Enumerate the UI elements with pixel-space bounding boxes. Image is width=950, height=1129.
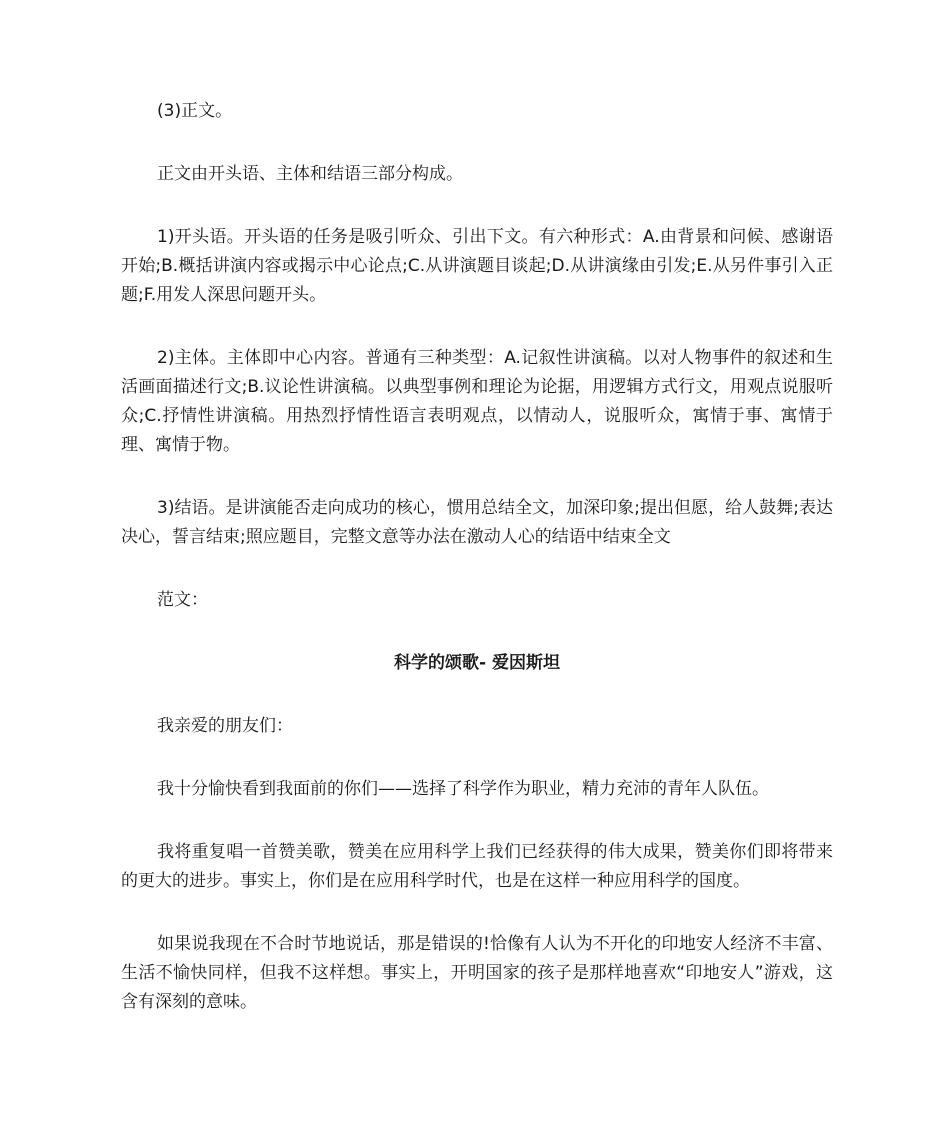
speech-paragraph-2: 我将重复唱一首赞美歌，赞美在应用科学上我们已经获得的伟大成果，赞美你们即将带来的更大的进步。事实上，你们是在应用科学时代，也是在这样一种应用科学的国度。 [121, 842, 833, 891]
opening-paragraph: 1)开头语。开头语的任务是吸引听众、引出下文。有六种形式：A.由背景和问候、感谢语开始;B.概括讲演内容或揭示中心论点;C.从讲演题目谈起;D.从讲演缘由引发;E.从另件事引入正题;F.用发人深思问题开头。 [121, 227, 833, 305]
speech-title: 科学的颂歌- 爱因斯坦 [394, 653, 560, 673]
speech-greeting: 我亲爱的朋友们： [157, 716, 293, 736]
body-paragraph: 2)主体。主体即中心内容。普通有三种类型：A.记叙性讲演稿。以对人物事件的叙述和生活画面描述行文;B.议论性讲演稿。以典型事例和理论为论据，用逻辑方式行文，用观点说服听众;C.抒情性讲演稿。用热烈抒情性语言表明观点，以情动人，说服听众，寓情于事、寓情于理、寓情于物。 [121, 348, 833, 455]
speech-paragraph-1: 我十分愉快看到我面前的你们——选择了科学作为职业，精力充沛的青年人队伍。 [157, 779, 769, 799]
section-heading: (3)正文。 [157, 101, 233, 121]
intro-paragraph: 正文由开头语、主体和结语三部分构成。 [157, 164, 463, 184]
conclusion-paragraph: 3)结语。是讲演能否走向成功的核心，惯用总结全文，加深印象;提出但愿，给人鼓舞;表达决心，誓言结束;照应题目，完整文意等办法在激动人心的结语中结束全文 [121, 498, 833, 547]
speech-paragraph-3: 如果说我现在不合时节地说话，那是错误的!恰像有人认为不开化的印地安人经济不丰富、生活不愉快同样，但我不这样想。事实上，开明国家的孩子是那样地喜欢“印地安人”游戏，这含有深刻的意味。 [121, 934, 833, 1012]
sample-label: 范文： [157, 590, 208, 610]
document-body [121, 97, 833, 1051]
